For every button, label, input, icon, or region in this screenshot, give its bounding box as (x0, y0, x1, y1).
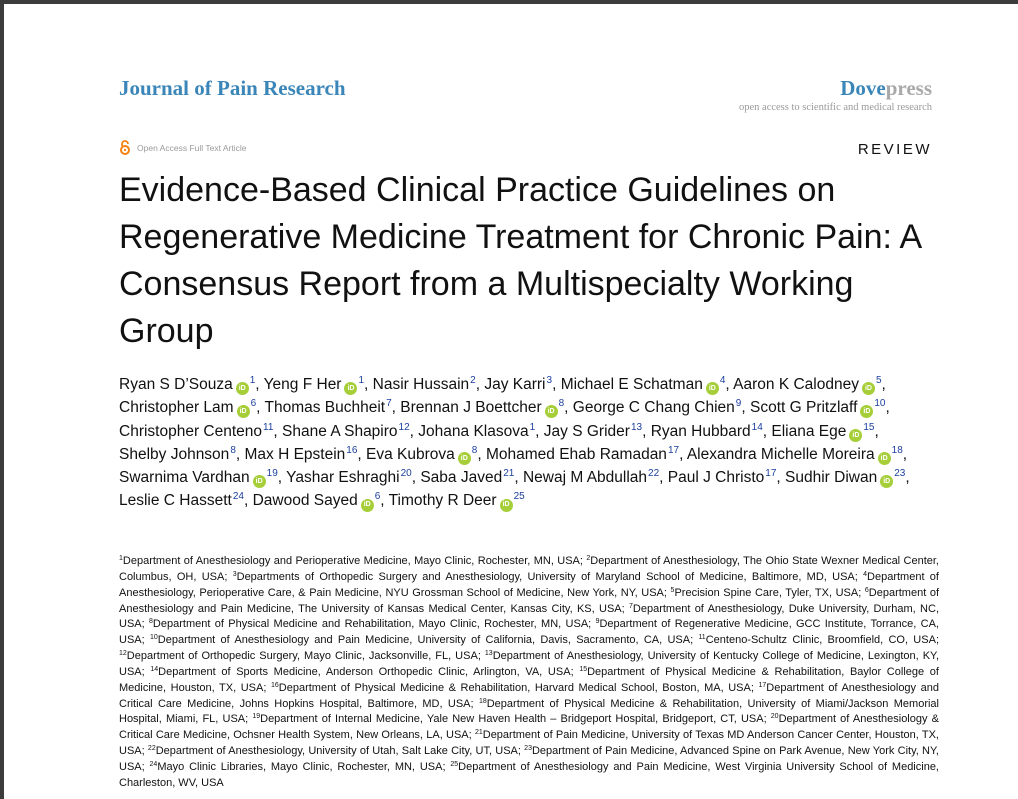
article-type: REVIEW (857, 141, 932, 158)
affiliation-number: 5 (670, 586, 675, 594)
author-name (264, 376, 364, 393)
affiliation-number: 13 (484, 650, 493, 658)
affiliation-item (252, 713, 763, 725)
affiliation-number: 12 (119, 650, 127, 658)
affiliation-text: Department of Anesthesiology, University of Utah, Salt Lake City, UT, USA (155, 745, 518, 758)
affiliation-number: 19 (252, 713, 261, 721)
author-name-text: Dawood Sayed (252, 492, 358, 510)
author-name (484, 376, 552, 393)
author-name (523, 469, 659, 486)
author-affiliation-number: 14 (751, 421, 763, 433)
affiliation-number: 4 (863, 570, 868, 578)
author-name (373, 376, 476, 393)
author-name (486, 446, 679, 463)
author-name (119, 446, 236, 463)
author-affiliation-number: 2 (470, 375, 476, 386)
author-affiliation-number: 1 (358, 375, 365, 386)
orcid-icon[interactable]: iD (878, 452, 891, 465)
publisher-tagline: open access to scientific and medical research (739, 102, 932, 113)
author-name (733, 376, 881, 393)
affiliation-text: Mayo Clinic Libraries, Mayo Clinic, Rochester, MN, USA (157, 760, 443, 773)
author-name (400, 399, 564, 416)
affiliation-text: Department of Pain Medicine, University of Texas MD Anderson Cancer Center, Houston, TX, USA (119, 729, 939, 758)
author-affiliation-number: 18 (891, 444, 903, 456)
author-name-text: Brennan J Boettcher (400, 399, 542, 417)
author-name (119, 492, 244, 509)
open-access-label (119, 140, 246, 155)
affiliation-number: 24 (149, 760, 158, 768)
open-access-text: Open Access Full Text Article (137, 142, 247, 153)
author-affiliation-number: 11 (263, 421, 274, 433)
author-affiliation-number: 7 (386, 398, 392, 410)
author-name-text: Paul J Christo (667, 469, 765, 487)
author-name-text: Jay S Grider (543, 422, 630, 440)
orcid-icon[interactable]: iD (862, 382, 875, 395)
affiliation-number: 14 (150, 665, 159, 673)
author-name-text: Shelby Johnson (119, 445, 230, 463)
author-name-text: Saba Javed (420, 469, 503, 487)
author-affiliation-number: 20 (400, 468, 412, 480)
article-title: Evidence-Based Clinical Practice Guidelines on Regenerative Medicine Treatment for Chronic Pain: A Consensus Report from a Multispecialty Working Group (119, 171, 921, 350)
author-affiliation-number: 1 (529, 421, 536, 433)
affiliation-item (271, 682, 751, 694)
author-affiliation-number: 6 (250, 398, 257, 410)
affiliations: $^1$Department of Anesthesiology and Perioperative Medicine, Mayo Clinic, Rochester, MN, USA; $^2$Department of Anesthesiology, The Ohio State Wexner Medical Center, Columbus, OH, USA; $^3$Departments of Orthopedic Surgery and Anesthesiology, University of Maryland School of Medicine, Baltimore, MD, USA; $^4$Department of Anesthesiology, Perioperative Care, & Pain Medicine, NYU Grossman School of Medicine, New York, NY, USA; $^5$Precision Spine Care, Tyler, TX, USA; $^6$Department of Anesthesiology and Pain Medicine, The University of Kansas Medical Center, Kansas City, KS, USA; $^7$Department of Anesthesiology, Duke University, Durham, NC, USA; $^8$Department of Physical Medicine and Rehabilitation, Mayo Clinic, Rochester, MN, USA; $^9$Department of Regenerative Medicine, GCC Institute, Torrance, CA, USA; $^{10}$Department of Anesthesiology and Pain Medicine, University of California, Davis, Sacramento, CA, USA; $^{11}$Centeno-Schultz Clinic, Broomfield, CO, USA; $^{12}$Department of Orthopedic Surgery, Mayo Clinic, Jacksonville, FL, USA; $^{13}$Department of Anesthesiology, University of Kentucky College of Medicine, Lexington, KY, USA; $^{14}$Department of Sports Medicine, Anderson Orthopedic Clinic, Arlington, VA, USA; $^{15}$Department of Physical Medicine & Rehabilitation, Baylor College of Medicine, Houston, TX, USA; $^{16}$Department of Physical Medicine & Rehabilitation, Harvard Medical School, Boston, MA, USA; $^{17}$Department of Anesthesiology and Critical Care Medicine, Johns Hopkins Hospital, Baltimore, MD, USA; $^{18}$Department of Physical Medicine & Rehabilitation, University of Miami/Jackson Memorial Hospital, Miami, FL, USA; $^{19}$Department of Internal Medicine, Yale New Haven Health – Bridgeport Hospital, Bridgeport, CT, USA; $^{20}$Department of Anesthesiology & Critical Care Medicine, Ochsner Health System, New Orleans, LA, USA; $^{21}$Department of Pain Medicine, University of Texas MD Anderson Cancer Center, Houston, TX, USA; $^{22}$Department of Anesthesiology, University of Utah, Salt Lake City, UT, USA; $^{23}$Department of Pain Medicine, Advanced Spine on Park Avenue, New York City, NY, USA; $^{24}$Mayo Clinic Libraries, Mayo Clinic, Rochester, MN, USA; $^{25}$Department of Anesthesiology and Pain Medicine, West Virginia University School of Medicine, Charleston, WV, USA (119, 555, 940, 789)
author-affiliation-number: 16 (346, 444, 358, 456)
author-name (389, 492, 525, 509)
author-name-text: Aaron K Calodney (733, 376, 859, 393)
author-name (366, 446, 477, 463)
author-name (785, 469, 905, 486)
orcid-icon[interactable]: iD (458, 452, 471, 465)
author-name-text: Nasir Hussain (372, 376, 470, 393)
affiliation-text: Centeno-Schultz Clinic, Broomfield, CO, USA (705, 634, 936, 647)
author-name-text: Eva Kubrova (366, 445, 455, 463)
publisher-name-part1: Dove (840, 76, 886, 100)
author-affiliation-number: 1 (249, 375, 256, 386)
affiliation-text: Precision Spine Care, Tyler, TX, USA (674, 586, 859, 599)
affiliation-number: 22 (147, 745, 156, 753)
affiliation-number: 6 (864, 586, 869, 594)
author-name-text: Eliana Ege (771, 422, 847, 440)
author-name-text: Alexandra Michelle Moreira (686, 445, 875, 463)
affiliation-item (698, 634, 936, 646)
affiliation-text: Department of Regenerative Medicine, GCC Institute, Torrance, CA, USA (119, 618, 939, 647)
author-name-text: Ryan S D’Souza (119, 376, 233, 393)
author-affiliation-number: 5 (875, 375, 882, 386)
affiliation-item (150, 761, 443, 773)
author-affiliation-number: 17 (765, 468, 777, 480)
author-name-text: Michael E Schatman (560, 376, 703, 393)
affiliation-text: Department of Anesthesiology, The Ohio State Wexner Medical Center, Columbus, OH, USA (119, 555, 939, 583)
author-name-text: Ryan Hubbard (650, 422, 751, 440)
author-name-text: Yashar Eshraghi (286, 469, 400, 487)
author-affiliation-number: 8 (230, 444, 236, 456)
affiliation-text: Department of Physical Medicine & Rehabilitation, Baylor College of Medicine, Houston, TX, USA (119, 665, 939, 694)
author-name-text: Thomas Buchheit (264, 399, 386, 417)
affiliation-item (150, 666, 570, 678)
affiliation-number: 1 (119, 555, 123, 562)
affiliation-text: Department of Orthopedic Surgery, Mayo Clinic, Jacksonville, FL, USA (126, 650, 478, 663)
author-name-text: George C Chang Chien (572, 399, 735, 417)
author-name (119, 469, 278, 486)
author-name-text: Swarnima Vardhan (119, 469, 250, 487)
author-name-text: Scott G Pritzlaff (749, 399, 858, 417)
author-name (282, 423, 410, 440)
affiliation-number: 16 (270, 681, 279, 689)
publisher-name-part2: press (885, 76, 932, 100)
author-affiliation-number: 10 (874, 398, 886, 410)
author-affiliation-number: 8 (471, 444, 478, 456)
affiliation-text: Department of Anesthesiology and Critical Care Medicine, Johns Hopkins Hospital, Baltimore, MD, USA (119, 681, 939, 710)
author-name-text: Leslie C Hassett (119, 492, 232, 510)
author-name (561, 376, 726, 393)
journal-name[interactable]: Journal of Pain Research (119, 76, 346, 100)
author-name (651, 423, 763, 440)
author-list: Ryan S D’Souza $iD^1$, Yeng F Her $iD^1$, Nasir Hussain$^2$, Jay Karri$^3$, Michael E Schatman $iD^4$, Aaron K Calodney $iD^5$, Christopher Lam $iD^6$, Thomas Buchheit$^7$, Brennan J Boettcher $iD^8$, George C Chang Chien$^9$, Scott G Pritzlaff $iD^{10}$, Christopher Centeno$^{11}$, Shane A Shapiro$^{12}$, Johana Klasova$^1$, Jay S Grider$^{13}$, Ryan Hubbard$^{14}$, Eliana Ege $iD^{15}$, Shelby Johnson$^8$, Max H Epstein$^{16}$, Eva Kubrova $iD^8$, Mohamed Ehab Ramadan$^{17}$, Alexandra Michelle Moreira $iD^{18}$, Swarnima Vardhan $iD^{19}$, Yashar Eshraghi$^{20}$, Saba Javed$^{21}$, Newaj M Abdullah$^{22}$, Paul J Christo$^{17}$, Sudhir Diwan $iD^{23}$, Leslie C Hassett$^{24}$, Dawood Sayed $iD^6$, Timothy R Deer $iD^{25}$ (119, 373, 959, 513)
affiliation-text: Department of Physical Medicine & Rehabilitation, University of Miami/Jackson Memorial Hospital, Miami, FL, USA (119, 697, 939, 726)
orcid-icon[interactable]: iD (880, 475, 893, 488)
affiliation-number: 18 (478, 697, 487, 705)
orcid-icon[interactable]: iD (344, 382, 357, 395)
affiliation-number: 21 (474, 729, 483, 737)
affiliation-number: 15 (579, 665, 588, 673)
author-name-text: Timothy R Deer (388, 492, 497, 510)
author-affiliation-number: 9 (735, 398, 742, 410)
affiliation-text: Department of Pain Medicine, Advanced Spine on Park Avenue, New York City, NY, USA (119, 745, 939, 773)
author-affiliation-number: 24 (232, 491, 244, 503)
affiliation-text: Department of Physical Medicine and Rehabilitation, Mayo Clinic, Rochester, MN, USA (152, 618, 589, 631)
author-name-text: Christopher Lam (119, 399, 234, 417)
author-name (687, 446, 903, 463)
affiliation-number: 10 (149, 634, 158, 642)
author-name-text: Max H Epstein (244, 445, 346, 463)
author-name-text: Jay Karri (484, 376, 546, 393)
author-name-text: Mohamed Ehab Ramadan (485, 445, 667, 463)
author-name (418, 423, 535, 440)
publisher-logo[interactable] (840, 76, 932, 101)
author-name-text: Newaj M Abdullah (522, 469, 648, 487)
orcid-icon[interactable]: iD (849, 429, 862, 442)
author-name (573, 399, 742, 416)
orcid-icon[interactable]: iD (237, 405, 250, 418)
author-affiliation-number: 8 (558, 398, 565, 410)
author-affiliation-number: 13 (630, 421, 643, 433)
affiliation-number: 2 (586, 555, 591, 562)
affiliation-text: Departments of Orthopedic Surgery and Anesthesiology, University of Maryland School of Medicine, Baltimore, MD, USA (236, 570, 855, 583)
author-name-text: Sudhir Diwan (785, 469, 878, 487)
affiliation-item (119, 555, 580, 567)
author-name (420, 469, 514, 486)
affiliation-number: 20 (770, 713, 779, 721)
author-affiliation-number: 3 (546, 375, 553, 386)
author-name (286, 469, 412, 486)
orcid-icon[interactable]: iD (361, 499, 374, 512)
affiliation-text: Department of Sports Medicine, Anderson Orthopedic Clinic, Arlington, VA, USA (158, 665, 571, 678)
author-name (119, 423, 273, 440)
orcid-icon[interactable]: iD (706, 382, 719, 395)
author-name (264, 399, 391, 416)
author-name-text: Shane A Shapiro (282, 422, 398, 440)
author-name (668, 469, 777, 486)
orcid-icon[interactable]: iD (545, 405, 558, 418)
affiliation-item (233, 571, 855, 583)
author-name (750, 399, 886, 416)
author-affiliation-number: 17 (667, 444, 680, 456)
author-affiliation-number: 25 (513, 491, 525, 503)
affiliation-number: 11 (698, 634, 706, 642)
affiliation-text: Department of Anesthesiology and Pain Medicine, The University of Kansas Medical Center, Kansas City, KS, USA (119, 586, 940, 615)
orcid-icon[interactable]: iD (253, 475, 266, 488)
affiliation-number: 25 (450, 760, 459, 768)
orcid-icon[interactable]: iD (500, 499, 513, 512)
author-name (771, 423, 874, 440)
orcid-icon[interactable]: iD (860, 405, 873, 418)
author-name-text: Yeng F Her (263, 376, 342, 393)
author-affiliation-number: 22 (648, 468, 660, 480)
affiliation-text: Department of Internal Medicine, Yale New Haven Health – Bridgeport Hospital, Bridgeport, CT, USA (260, 713, 764, 726)
orcid-icon[interactable]: iD (236, 382, 249, 395)
affiliation-item (149, 618, 588, 630)
affiliation-text: Department of Anesthesiology and Pain Medicine, West Virginia University School of Medicine, Charleston, WV, USA (119, 760, 939, 789)
affiliation-text: Department of Anesthesiology and Perioperative Medicine, Mayo Clinic, Rochester, MN, USA (122, 555, 580, 567)
affiliation-number: 9 (595, 618, 600, 626)
affiliation-number: 7 (629, 602, 633, 610)
author-name (245, 446, 358, 463)
affiliation-item (150, 634, 690, 646)
affiliation-text: Department of Anesthesiology & Critical Care Medicine, Ochsner Health System, New Orleans, LA, USA (119, 713, 939, 742)
article-page (4, 4, 1018, 799)
affiliation-number: 8 (149, 618, 153, 626)
author-affiliation-number: 4 (719, 375, 726, 386)
author-affiliation-number: 23 (894, 468, 906, 480)
author-affiliation-number: 12 (398, 421, 410, 433)
open-access-lock-icon (119, 140, 131, 155)
author-name (544, 423, 642, 440)
affiliation-item (148, 745, 518, 757)
affiliation-number: 23 (524, 745, 532, 753)
affiliation-item (671, 587, 859, 599)
author-affiliation-number: 19 (266, 468, 278, 480)
affiliation-number: 3 (232, 570, 237, 578)
author-name-text: Christopher Centeno (119, 422, 263, 440)
affiliation-item (119, 650, 478, 662)
affiliation-text: Department of Anesthesiology, University of Kentucky College of Medicine, Lexington, KY, USA (119, 650, 940, 678)
author-affiliation-number: 15 (863, 421, 875, 433)
affiliation-number: 17 (758, 681, 767, 689)
author-name-text: Johana Klasova (418, 422, 529, 440)
affiliation-text: Department of Physical Medicine & Rehabilitation, Harvard Medical School, Boston, MA, USA (278, 681, 751, 694)
author-name (253, 492, 381, 509)
author-affiliation-number: 6 (374, 491, 381, 503)
affiliation-text: Department of Anesthesiology, Perioperative Care, & Pain Medicine, NYU Grossman School of Medicine, New York, NY, USA (119, 570, 939, 599)
affiliation-text: Department of Anesthesiology, Duke University, Durham, NC, USA (119, 602, 939, 631)
author-name (119, 399, 256, 416)
author-name (119, 376, 255, 393)
affiliation-text: Department of Anesthesiology and Pain Medicine, University of California, Davis, Sacramento, CA, USA (157, 634, 691, 647)
author-affiliation-number: 21 (503, 468, 515, 480)
